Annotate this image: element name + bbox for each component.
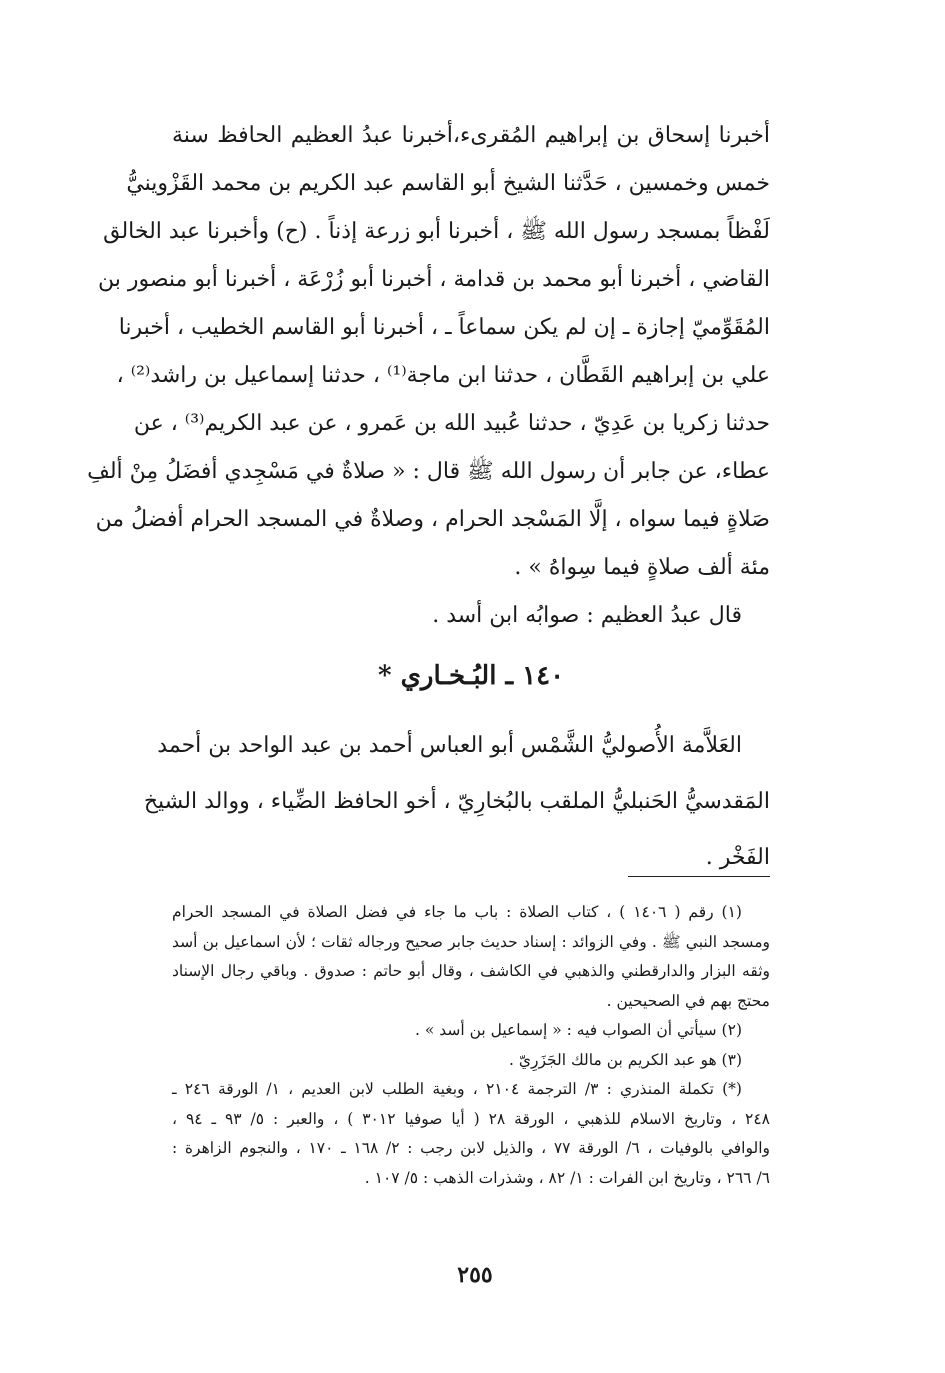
footnote-line: والوافي بالوفيات ، ٦/ الورقة ٧٧ ، والذيل لابن رجب : ٢/ ١٦٨ ـ ١٧٠ ، والنجوم الزاهرة : (172, 1139, 771, 1157)
main-text-line: القاضي ، أخبرنا أبو محمد بن قدامة ، أخبرنا أبو زُرْعَة ، أخبرنا أبو منصور بن (97, 267, 770, 292)
main-text-line: علي بن إبراهيم القَطَّان ، حدثنا ابن ماجة⁽¹⁾ ، حدثنا إسماعيل بن راشد⁽²⁾ ، (116, 363, 770, 388)
biography-text (143, 718, 770, 886)
footnote-line: (١) رقم ( ١٤٠٦ ) ، كتاب الصلاة : باب ما جاء في فضل الصلاة في المسجد الحرام (172, 903, 742, 921)
footnote-line: ٢٤٨ ، وتاريخ الاسلام للذهبي ، الورقة ٢٨ ( أيا صوفيا ٣٠١٢ ) ، والعبر : ٥/ ٩٣ ـ ٩٤ ، (172, 1109, 771, 1128)
footnote-line: ٦/ ٢٦٦ ، وتاريخ ابن الفرات : ١/ ٨٢ ، وشذرات الذهب : ٥/ ١٠٧ . (364, 1168, 770, 1187)
main-text-line: حدثنا زكريا بن عَدِيّ ، حدثنا عُبيد الله بن عَمرو ، عن عبد الكريم⁽³⁾ ، عن (133, 411, 770, 436)
main-text-line: صَلاةٍ فيما سواه ، إلَّا المَسْجد الحرام ، وصلاةٌ في المسجد الحرام أفضلُ من (95, 507, 770, 532)
main-text-line: قال عبدُ العظيم : صوابُه ابن أسد . (432, 603, 742, 628)
main-text (87, 112, 770, 640)
main-text-line: مئة ألف صلاةٍ فيما سِواهُ » . (514, 555, 770, 580)
entry-heading: ١٤٠ ـ البُـخـاري * (377, 661, 565, 691)
main-text-line: المُقَوِّميّ إجازة ـ إن لم يكن سماعاً ـ ، أخبرنا أبو القاسم الخطيب ، أخبرنا (118, 315, 770, 340)
bio-line: الفَخْر . (705, 845, 770, 870)
footnote-divider (628, 876, 770, 877)
footnote-line: (٢) سيأتي أن الصواب فيه : « إسماعيل بن أسد » . (414, 1021, 742, 1039)
footnote-line: (*) تكملة المنذري : ٣/ الترجمة ٢١٠٤ ، وبغية الطلب لابن العديم ، ١/ الورقة ٢٤٦ ـ (172, 1080, 742, 1098)
footnote-line: محتج بهم في الصحيحين . (606, 991, 770, 1010)
footnote-line: ومسجد النبي ﷺ . وفي الزوائد : إسناد حديث جابر صحيح ورجاله ثقات ؛ لأن اسماعيل بن أسد (172, 932, 770, 951)
main-text-line: لَفْظاً بمسجد رسول الله ﷺ ، أخبرنا أبو زرعة إذناً . (ح) وأخبرنا عبد الخالق (103, 219, 770, 244)
main-text-line: أخبرنا إسحاق بن إبراهيم المُقرىء،أخبرنا عبدُ العظيم الحافظ سنة (172, 123, 770, 148)
footnotes (172, 898, 770, 1193)
main-text-line: خمس وخمسين ، حَدَّثنا الشيخ أبو القاسم عبد الكريم بن محمد القَزْوينيُّ (126, 171, 770, 196)
footnote-line: (٣) هو عبد الكريم بن مالك الجَزَرِيّ . (509, 1050, 742, 1069)
main-text-line: عطاء، عن جابر أن رسول الله ﷺ قال : « صلاةٌ في مَسْجِدي أفضَلُ مِنْ ألفِ (87, 459, 770, 484)
bio-line: المَقدسيُّ الحَنبليُّ الملقب بالبُخارِيّ ، أخو الحافظ الضِّياء ، ووالد الشيخ (143, 789, 770, 814)
bio-line: العَلاَّمة الأُصوليُّ الشَّمْس أبو العباس أحمد بن عبد الواحد بن أحمد (157, 733, 742, 758)
footnote-line: وثقه البزار والدارقطني والذهبي في الكاشف ، وقال أبو حاتم : صدوق . وباقي رجال الإسناد (172, 962, 770, 980)
page-number: ٢٥٥ (457, 1262, 493, 1288)
